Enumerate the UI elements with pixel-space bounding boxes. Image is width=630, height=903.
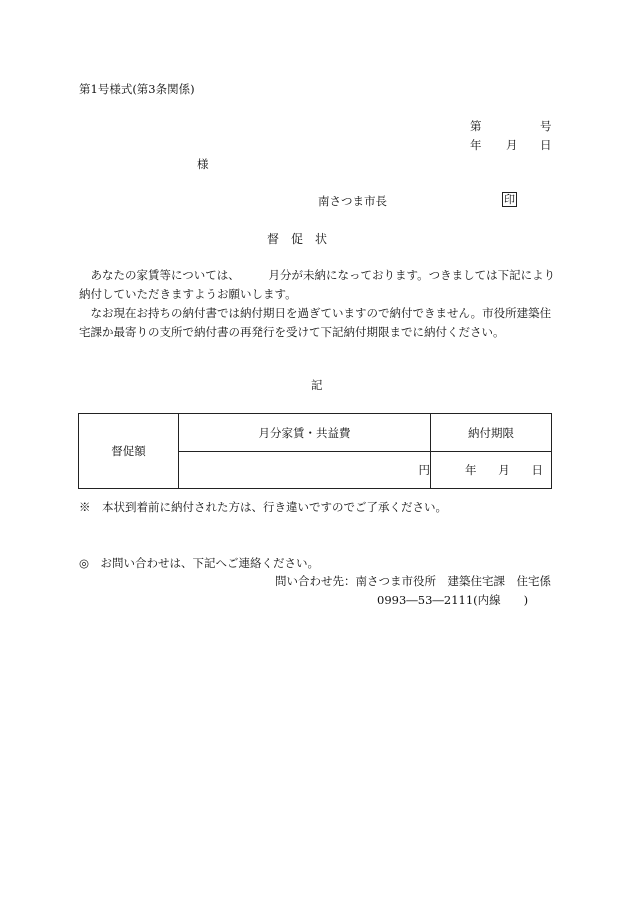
sender-name: 南さつま市長 (318, 194, 387, 208)
number-suffix: 号 (540, 119, 552, 133)
deadline-year-label: 年 (465, 463, 477, 477)
document-title: 督 促 状 (267, 232, 328, 246)
body-paragraph-1: あなたの家賃等については、 月分が未納になっております。つきましては下記により納付していただきますようお願いします。 (79, 268, 556, 301)
number-prefix: 第 (470, 119, 482, 133)
amount-column-header: 月分家賃・共益費 (179, 414, 431, 452)
body-text (79, 266, 557, 342)
note-already-paid: ※ 本状到着前に納付された方は、行き違いですのでご了承ください。 (79, 500, 447, 514)
seal-mark (502, 192, 517, 207)
dunning-amount-table (78, 413, 552, 489)
amount-cell (179, 452, 431, 489)
date-month-label: 月 (506, 138, 518, 152)
body-paragraph-2: なお現在お持ちの納付書では納付期日を過ぎていますので納付できません。市役所建築住宅課か最寄りの支所で納付書の再発行を受けて下記納付期限までに納付ください。 (79, 306, 552, 339)
dunning-amount-label: 督促額 (79, 414, 179, 489)
deadline-column-header: 納付期限 (431, 414, 552, 452)
yen-unit: 円 (418, 463, 430, 477)
ki-label: 記 (311, 378, 323, 392)
date-year-label: 年 (470, 138, 482, 152)
deadline-cell (431, 452, 552, 489)
deadline-day-label: 日 (531, 463, 543, 477)
deadline-month-label: 月 (498, 463, 510, 477)
form-label: 第1号様式(第3条関係) (79, 82, 195, 96)
date-day-label: 日 (540, 138, 552, 152)
phone-line: 0993―53―2111(内線 ) (377, 593, 529, 607)
addressee-suffix: 様 (197, 157, 209, 171)
note-inquiry: ◎ お問い合わせは、下記へご連絡ください。 (79, 556, 320, 570)
contact-line: 問い合わせ先：南さつま市役所 建築住宅課 住宅係 (275, 574, 551, 588)
seal-text: 印 (504, 193, 515, 206)
